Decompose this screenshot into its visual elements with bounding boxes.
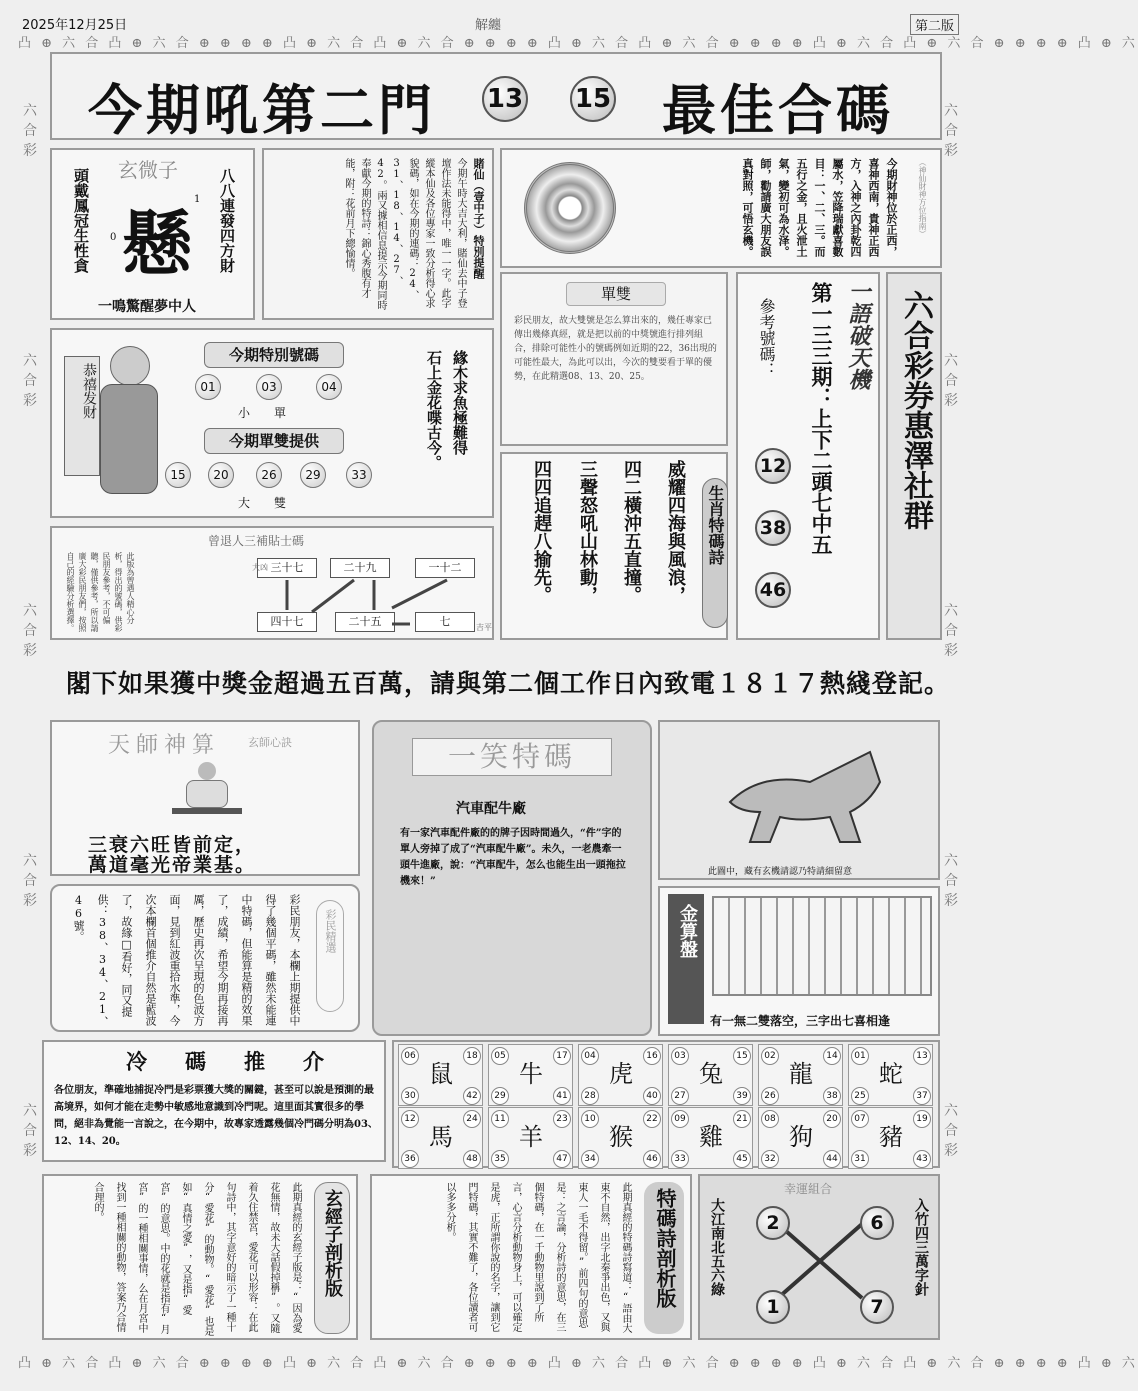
xuanwei-num-left: 0 — [110, 232, 117, 243]
zodiac-cell — [488, 1107, 573, 1169]
zodiac-number: 16 — [643, 1047, 661, 1065]
xuanwei-panel — [50, 148, 255, 320]
yiyu-ball-1: 38 — [755, 510, 791, 546]
zodiac-number: 15 — [733, 1047, 751, 1065]
zodiac-cell — [578, 1107, 663, 1169]
guide-side-b: 吉平 — [476, 623, 492, 632]
zodiac-number: 13 — [913, 1047, 931, 1065]
zodiac-number: 24 — [463, 1110, 481, 1128]
special-tab-1: 今期特別號碼 — [204, 342, 344, 368]
zodiac-number: 18 — [463, 1047, 481, 1065]
compass-icon — [524, 162, 616, 254]
caimin-text: 彩民朋友，本欄上期提供中得了幾個平碼，雖然未能連中特碼，但能算是精的效果了，成績，希望今期再接再厲，歷史再次呈現的色波方面，見到紅波重拾水準，今次本欄首個推介自然是藍波了，故緣□看好，同又提供：38、34、21、46號。 — [72, 894, 301, 1027]
guide-box-3: 四十七 — [257, 612, 317, 632]
zodiac-number: 33 — [671, 1150, 689, 1168]
yixiao-panel — [372, 720, 652, 1036]
danshuang-title: 單雙 — [566, 282, 666, 306]
abacus-title: 金算盤 — [668, 894, 704, 1024]
danshuang-panel — [500, 272, 728, 446]
yiyu-main: 第一三三期：上下二頭七中五 — [809, 282, 834, 555]
top-border: 凸 ⊕ 六 合 凸 ⊕ 六 合 ⊕ ⊕ ⊕ ⊕ 凸 ⊕ 六 合 凸 ⊕ 六 合 ⊕ ⊕ ⊕ ⊕ 凸 ⊕ 六 合 凸 ⊕ 六 合 ⊕ ⊕ ⊕ ⊕ 凸 ⊕ 六 合 凸 ⊕ 六 合 ⊕ ⊕ ⊕ ⊕ 凸 ⊕ 六 — [18, 36, 1138, 51]
poem-line-3: 四四追趕八揄先。 — [531, 460, 552, 604]
guide-title: 曾退人三補貼士碼 — [208, 534, 305, 548]
zodiac-number: 30 — [401, 1087, 419, 1105]
zodiac-number: 02 — [761, 1047, 779, 1065]
yixiao-story-title: 汽車配牛廠 — [456, 801, 526, 817]
teshi-text: 此期真經的特碼詩寫道：“語由大東不自然，出字北秦爭出色，又與東人一毛不得留。”前四句的意思是：之言論，分析詩的意思，在三個特碼，在一千動物里說到了所言，心言分析動物身上，可以確定是虎，正所謂你說的名字，讓到它門特碼，其實不難了，各位讀者可以多多分析。 — [444, 1182, 631, 1333]
xuanwei-right-col: 八八連發四方財 — [218, 168, 236, 273]
zodiac-number: 28 — [581, 1087, 599, 1105]
zodiac-animal-icon: 蛇 — [879, 1060, 903, 1088]
zodiac-number: 22 — [643, 1110, 661, 1128]
abacus-caption: 有一無二雙落空，三字出七喜相逢 — [710, 1014, 891, 1028]
zodiac-animal-icon: 虎 — [609, 1060, 633, 1088]
zodiac-number: 29 — [491, 1087, 509, 1105]
zodiac-number: 21 — [733, 1110, 751, 1128]
zodiac-number: 27 — [671, 1087, 689, 1105]
special-panel — [50, 328, 494, 518]
special-ball-2-1: 20 — [208, 462, 234, 488]
yiyu-ball-0: 12 — [755, 448, 791, 484]
banner — [50, 52, 942, 140]
compass-label: （神仙財神方位指南） — [918, 158, 927, 238]
zodiac-number: 01 — [851, 1047, 869, 1065]
yiyu-panel — [736, 272, 880, 640]
poem-line-1: 四二橫沖五直撞。 — [621, 460, 642, 604]
sage-head — [198, 762, 216, 780]
combo-panel — [698, 1174, 940, 1340]
xuanwei-title: 玄微子 — [118, 158, 178, 182]
zodiac-number: 06 — [401, 1047, 419, 1065]
zodiac-cell — [398, 1107, 483, 1169]
zodiac-cell — [398, 1044, 483, 1106]
zodiac-number: 47 — [553, 1150, 571, 1168]
zodiac-animal-icon: 龍 — [789, 1060, 813, 1088]
zodiac-animal-icon: 鼠 — [429, 1060, 453, 1088]
kid-figure — [64, 340, 160, 506]
dusheng-header: 賭仙（壹中子）特別提醒 — [472, 158, 485, 279]
zodiac-animal-icon: 猴 — [609, 1123, 633, 1151]
kid-head — [110, 346, 150, 386]
combo-cross-lines — [778, 1224, 862, 1298]
zodiac-number: 12 — [401, 1110, 419, 1128]
banner-title-left: 今期吼第二門 — [88, 78, 436, 142]
zodiac-cell — [758, 1044, 843, 1106]
special-poem-1: 緣木求魚極難得 — [451, 350, 469, 455]
zodiac-number: 04 — [581, 1047, 599, 1065]
zodiac-number: 42 — [463, 1087, 481, 1105]
group-panel — [886, 272, 942, 640]
sage-table — [172, 808, 242, 814]
special-ball-2-4: 33 — [346, 462, 372, 488]
compass-text: 今期財神位於正西，喜神西南，貴神正西方，入神之內卦乾四屬水，笠降瑞獻喜數目：一、二、三。而五行之金，且火泄土氣，變初可為水泽。師，勸請廣大朋友誤真對照，可悟玄機。 — [741, 158, 898, 257]
xuanjing-tag: 玄經子剖析版 — [314, 1182, 350, 1334]
guide-arrow-4 — [392, 580, 447, 608]
combo-num-0: 2 — [756, 1206, 790, 1240]
xuanjing-text: 此期真經的玄經子版是：“因為愛花無情，故未大話假掉稱”。又隨着久住禁宮，愛花可以形容：在此句詩中，其字意好的暗示了一種十分“愛花”的動物。“愛花”也是如“真情之愛”，又是指“愛宮”的意思。中的花就是指有“月宮”的一種相關事情，么在月宮中找到一種相關的動物，答案乃合情合理的。 — [92, 1182, 301, 1336]
lengma-text: 各位朋友，準確地捕捉冷門是彩票獲大獎的關鍵，甚至可以說是預測的最高境界，如何才能在走勢中敏感地意識到冷門呢。這里面其實很多的學問，絕非為覺能一言說之，在今期中，故專家透露幾個冷門碼分明為03、12、14、20。 — [54, 1085, 378, 1147]
zodiac-number: 26 — [761, 1087, 779, 1105]
zodiac-number: 48 — [463, 1150, 481, 1168]
caimin-panel — [50, 884, 360, 1032]
abacus-frame — [712, 896, 932, 996]
zodiac-number: 38 — [823, 1087, 841, 1105]
zodiac-number: 08 — [761, 1110, 779, 1128]
special-ball-1-2: 04 — [316, 374, 342, 400]
zodiac-number: 46 — [643, 1150, 661, 1168]
sage-body — [186, 780, 228, 808]
zodiac-grid — [392, 1040, 940, 1168]
abacus-panel — [658, 886, 940, 1036]
right-border: 六合彩 六合彩 六合彩 六合彩 六合彩 — [944, 103, 958, 1159]
zodiac-cell — [848, 1107, 933, 1169]
zodiac-number: 23 — [553, 1110, 571, 1128]
tianshi-subtitle: 玄師心訣 — [248, 736, 292, 749]
caimin-tag: 彩民精選 — [316, 900, 344, 1012]
teshi-tag: 特碼詩剖析版 — [644, 1182, 684, 1334]
yiyu-tag: 一語破天機 — [845, 280, 871, 390]
special-tab-2: 今期單雙提供 — [204, 428, 344, 454]
tianshi-title: 天師神算 — [108, 733, 221, 758]
guide-box-4: 二十五 — [335, 612, 395, 632]
special-mid-2: 大 雙 — [238, 496, 287, 510]
left-border: 六合彩 六合彩 六合彩 六合彩 六合彩 — [23, 103, 37, 1159]
zodiac-number: 05 — [491, 1047, 509, 1065]
tianshi-panel — [50, 720, 360, 876]
zodiac-number: 03 — [671, 1047, 689, 1065]
combo-num-2: 1 — [756, 1290, 790, 1324]
zodiac-number: 36 — [401, 1150, 419, 1168]
zodiac-number: 34 — [581, 1150, 599, 1168]
special-ball-1-1: 03 — [256, 374, 282, 400]
zodiac-animal-icon: 羊 — [519, 1123, 543, 1151]
banner-title-right: 最佳合碼 — [662, 78, 894, 142]
zodiac-number: 32 — [761, 1150, 779, 1168]
yixiao-story: 有一家汽車配件廠的的牌子因時間過久，“件”字的單人旁掉了成了“汽車配牛廠”。未久，一老農牽一頭牛進廠，說：“汽車配牛，怎么也能生出一頭拖拉機來！” — [400, 828, 626, 887]
zodiac-number: 39 — [733, 1087, 751, 1105]
zodiac-number: 14 — [823, 1047, 841, 1065]
special-ball-2-3: 29 — [300, 462, 326, 488]
guide-arrows — [252, 548, 492, 638]
lengma-panel — [42, 1040, 386, 1162]
guide-box-1: 二十九 — [330, 558, 390, 578]
tianshi-line-2: 萬道毫光帝業基。 — [88, 854, 257, 876]
zodiac-number: 41 — [553, 1087, 571, 1105]
zodiac-cell — [668, 1107, 753, 1169]
combo-num-3: 7 — [860, 1290, 894, 1324]
cat-image — [720, 742, 890, 852]
special-ball-2-0: 15 — [165, 462, 191, 488]
zodiac-animal-icon: 馬 — [429, 1123, 453, 1151]
group-name: 六合彩券惠澤社群 — [898, 290, 933, 530]
header-center: 解纏 — [475, 18, 502, 33]
lengma-title: 冷碼推介 — [126, 1049, 362, 1074]
zodiac-number: 44 — [823, 1150, 841, 1168]
zodiac-number: 25 — [851, 1087, 869, 1105]
lantern-scroll: 恭禧发财 — [64, 356, 100, 476]
zodiac-cell — [488, 1044, 573, 1106]
zodiac-number: 17 — [553, 1047, 571, 1065]
zodiac-number: 31 — [851, 1150, 869, 1168]
compass-panel — [500, 148, 942, 268]
yiyu-ball-2: 46 — [755, 572, 791, 608]
kid-body — [100, 384, 158, 494]
special-ball-1-0: 01 — [195, 374, 221, 400]
zodiac-number: 40 — [643, 1087, 661, 1105]
zodiac-number: 43 — [913, 1150, 931, 1168]
bottom-border: 凸 ⊕ 六 合 凸 ⊕ 六 合 ⊕ ⊕ ⊕ ⊕ 凸 ⊕ 六 合 凸 ⊕ 六 合 ⊕ ⊕ ⊕ ⊕ 凸 ⊕ 六 合 凸 ⊕ 六 合 ⊕ ⊕ ⊕ ⊕ 凸 ⊕ 六 合 凸 ⊕ 六 合 ⊕ ⊕ ⊕ ⊕ 凸 ⊕ 六 — [18, 1356, 1138, 1371]
combo-right: 入竹四三萬字針 — [913, 1198, 929, 1296]
zodiac-cell — [758, 1107, 843, 1169]
guide-arrow-2 — [312, 580, 354, 612]
sage-figure — [172, 762, 242, 822]
zodiac-number: 35 — [491, 1150, 509, 1168]
poem-tag: 生肖特碼詩 — [702, 478, 728, 628]
banner-ball-2: 15 — [570, 76, 616, 122]
poem-line-2: 三聲怒吼山林動， — [577, 460, 598, 604]
xuanwei-left-col: 頭戴鳳冠生性貪 — [72, 168, 90, 273]
zodiac-number: 20 — [823, 1110, 841, 1128]
guide-panel — [50, 526, 494, 640]
zodiac-animal-icon: 雞 — [699, 1123, 723, 1151]
xuanwei-big-char: 懸 — [122, 202, 192, 285]
special-poem-2: 石上金花喋古今。 — [425, 350, 443, 470]
zodiac-number: 09 — [671, 1110, 689, 1128]
dusheng-panel — [262, 148, 494, 320]
guide-box-0: 三十七 — [257, 558, 317, 578]
cat-panel — [658, 720, 940, 880]
notice: 閣下如果獲中獎金超過五百萬，請與第二個工作日內致電１８１７熱綫登記。 — [66, 669, 951, 698]
zodiac-number: 11 — [491, 1110, 509, 1128]
zodiac-number: 45 — [733, 1150, 751, 1168]
combo-title: 幸運組合 — [784, 1182, 833, 1196]
yiyu-ref-label: 參考號碼： — [757, 298, 776, 378]
issue-date: 2025年12月25日 — [22, 18, 128, 33]
xuanjing-panel — [42, 1174, 358, 1340]
combo-left: 大江南北五六綠 — [709, 1198, 725, 1296]
zodiac-cell — [578, 1044, 663, 1106]
guide-box-2: 一十二 — [415, 558, 475, 578]
zodiac-number: 19 — [913, 1110, 931, 1128]
cat-note: 此圖中，藏有玄機請認乃特請細留意 — [708, 867, 853, 877]
teshi-panel — [370, 1174, 692, 1340]
zodiac-animal-icon: 狗 — [789, 1123, 813, 1151]
special-ball-2-2: 26 — [256, 462, 282, 488]
special-mid-1: 小 單 — [238, 406, 287, 420]
guide-left-text: 此版為曾遇人精心分析，得出的號碼，供彩民朋友參考，不可偏聽，僅供參考，所以請廣大彩民朋友們，按照自己的經驗分析選擇。 — [66, 552, 135, 632]
cat-icon — [720, 742, 890, 852]
guide-box-5: 七 — [415, 612, 475, 632]
xuanwei-bottom: 一鳴驚醒夢中人 — [98, 299, 196, 315]
dusheng-text: 今期午時大吉大利，賭仙去中子登壇作法未能得中，唯一一字。此字縱本仙及各位專家一致分析得心求貌碼，如在今期的連碼：24、31、18、14、27、42。兩又據相信息提示今期同時奉獻今期的特詩：錦心秀腹有才能，附：花前月下總愉情。 — [343, 158, 466, 310]
xuanwei-num-right: 1 — [194, 194, 201, 205]
zodiac-animal-icon: 豬 — [879, 1123, 903, 1151]
zodiac-cell — [848, 1044, 933, 1106]
banner-ball-1: 13 — [482, 76, 528, 122]
tianshi-line-1: 三衰六旺皆前定， — [88, 834, 257, 856]
zodiac-number: 07 — [851, 1110, 869, 1128]
danshuang-text: 彩民朋友，故大雙號是怎么算出來的，幾任專家已傳出幾條真經，就是把以前的中獎號進行排列組合，排除可能性小的號碼例如近期的22，36出現的可能性最大，為此可以出，今次的雙要看于單的優勢，在此精選08、13、20、25。 — [514, 316, 717, 382]
yixiao-title: 一笑特碼 — [412, 738, 612, 776]
poem-line-0: 威耀四海與風浪， — [665, 460, 686, 604]
page-label: 第二版 — [910, 14, 959, 35]
zodiac-number: 37 — [913, 1087, 931, 1105]
guide-side-a: 大凶 — [252, 563, 268, 572]
combo-num-1: 6 — [860, 1206, 894, 1240]
zodiac-animal-icon: 牛 — [519, 1060, 543, 1088]
zodiac-number: 10 — [581, 1110, 599, 1128]
zodiac-animal-icon: 兔 — [699, 1060, 723, 1088]
poem-panel — [500, 452, 728, 640]
zodiac-cell — [668, 1044, 753, 1106]
